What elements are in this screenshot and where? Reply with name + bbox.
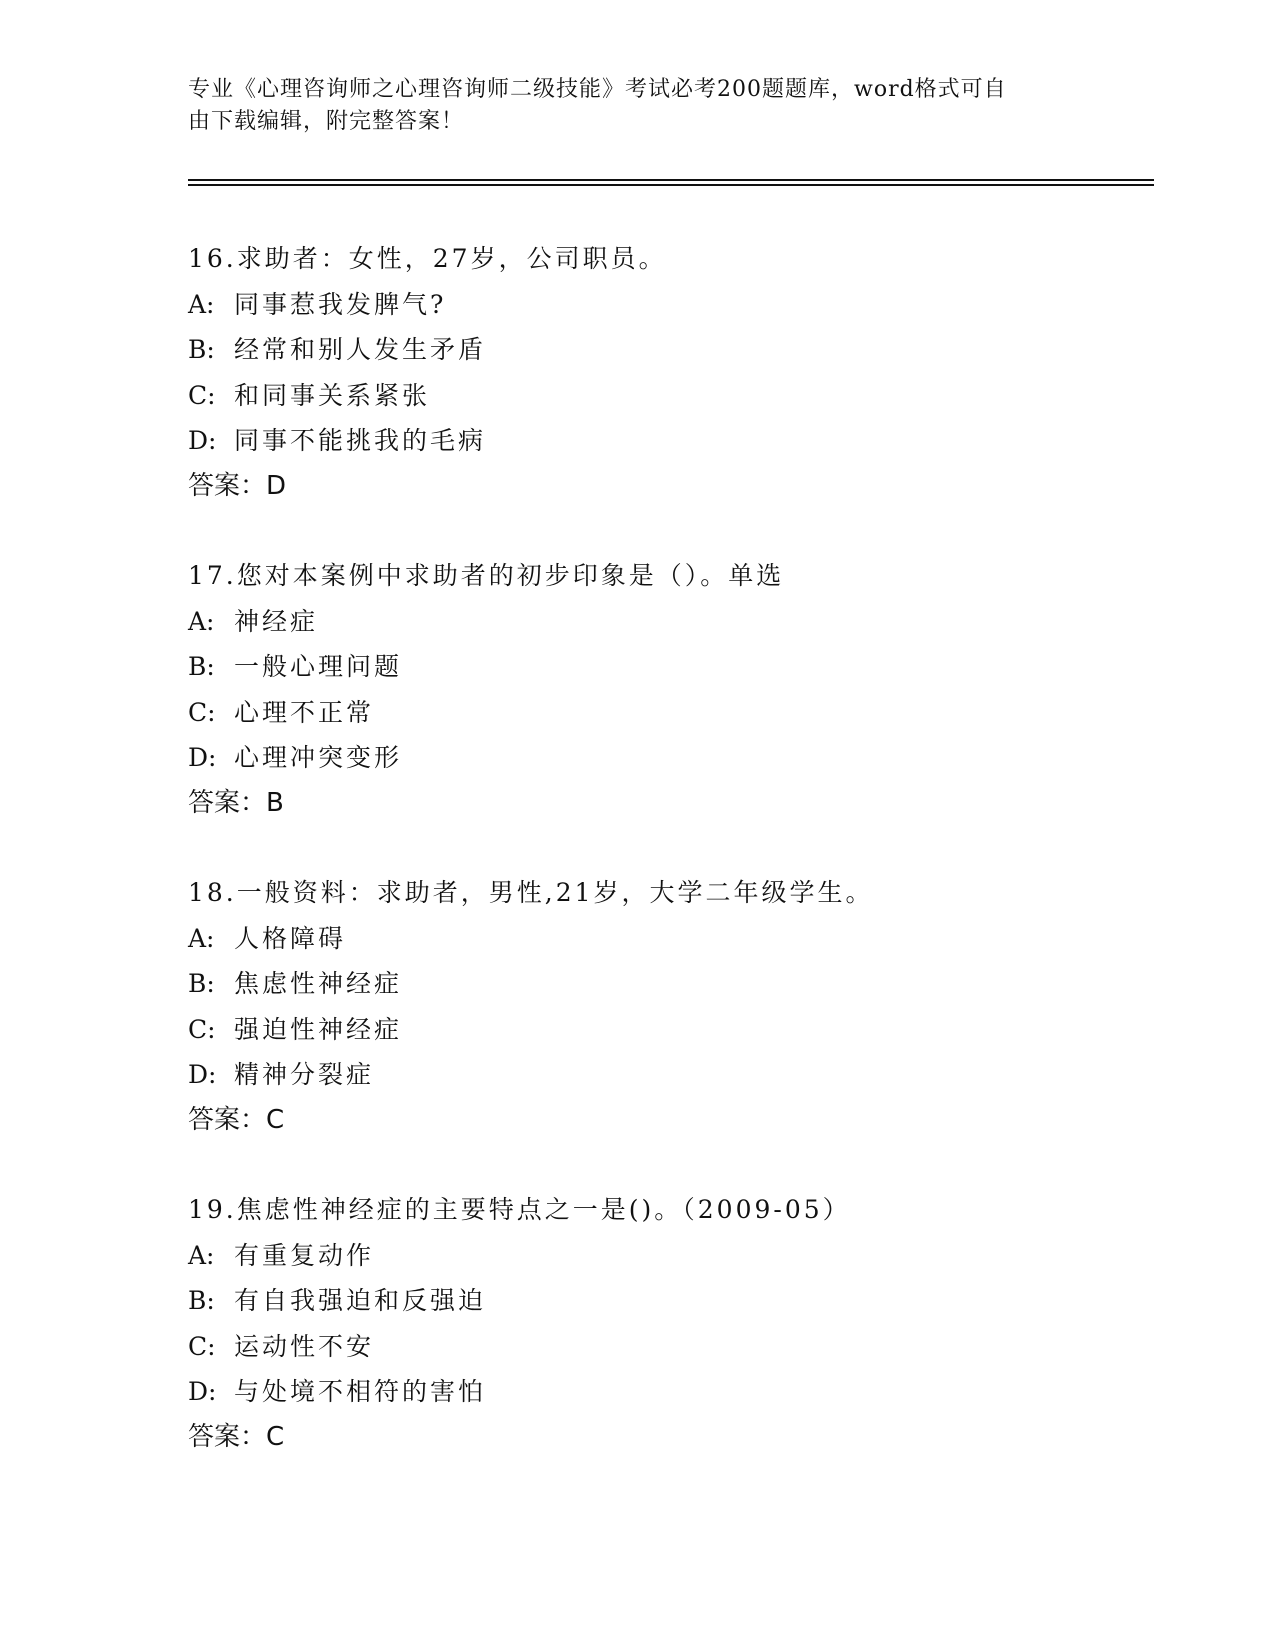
option-text: 心理不正常 <box>234 697 375 727</box>
option-letter: A: <box>188 923 215 953</box>
option-text: 有自我强迫和反强迫 <box>234 1286 487 1315</box>
option-d <box>188 1369 1168 1415</box>
option-letter: C: <box>188 1014 216 1044</box>
option-letter: B: <box>188 969 215 998</box>
option-text: 神经症 <box>234 606 319 636</box>
question-16 <box>188 236 1168 509</box>
option-b <box>188 961 1168 1007</box>
question-17 <box>188 553 1168 826</box>
option-letter: C: <box>188 697 216 727</box>
option-text: 人格障碍 <box>234 923 347 953</box>
option-text: 一般心理问题 <box>234 652 403 681</box>
option-b <box>188 644 1168 690</box>
option-letter: D: <box>188 426 217 455</box>
option-letter: A: <box>188 1240 215 1270</box>
option-text: 运动性不安 <box>234 1331 375 1361</box>
option-text: 经常和别人发生矛盾 <box>234 335 487 364</box>
header-line-2: 由下载编辑，附完整答案！ <box>188 109 465 134</box>
option-a <box>188 599 1168 645</box>
question-text: 17.您对本案例中求助者的初步印象是（）。单选 <box>188 561 785 590</box>
option-text: 同事惹我发脾气? <box>234 289 447 319</box>
question-list <box>188 236 1168 1504</box>
answer-line: 答案：C <box>188 1421 285 1452</box>
option-text: 强迫性神经症 <box>234 1014 403 1044</box>
option-text: 精神分裂症 <box>234 1060 375 1089</box>
header-line-1: 专业《心理咨询师之心理咨询师二级技能》考试必考200题题库，word格式可自 <box>188 77 1007 102</box>
option-c <box>188 1007 1168 1053</box>
option-letter: D: <box>188 1060 217 1089</box>
option-text: 焦虑性神经症 <box>234 969 403 998</box>
option-letter: B: <box>188 335 215 364</box>
question-text: 16.求助者：女性，27岁，公司职员。 <box>188 244 667 273</box>
question-text: 19.焦虑性神经症的主要特点之一是()。（2009-05） <box>188 1195 851 1224</box>
option-letter: C: <box>188 1331 216 1361</box>
option-a <box>188 282 1168 328</box>
option-text: 同事不能挑我的毛病 <box>234 426 487 455</box>
option-d <box>188 735 1168 781</box>
option-text: 有重复动作 <box>234 1240 375 1270</box>
option-b <box>188 327 1168 373</box>
answer-line: 答案：B <box>188 787 284 818</box>
option-b <box>188 1278 1168 1324</box>
option-a <box>188 916 1168 962</box>
header-divider-top <box>188 179 1154 181</box>
option-letter: D: <box>188 1377 217 1406</box>
option-d <box>188 1052 1168 1098</box>
option-a <box>188 1233 1168 1279</box>
question-18 <box>188 870 1168 1143</box>
option-text: 心理冲突变形 <box>234 743 403 772</box>
option-letter: D: <box>188 743 217 772</box>
answer-line: 答案：C <box>188 1104 285 1135</box>
option-text: 和同事关系紧张 <box>234 380 431 410</box>
document-header <box>188 74 1068 138</box>
option-letter: B: <box>188 1286 215 1315</box>
option-text: 与处境不相符的害怕 <box>234 1377 487 1406</box>
answer-line: 答案：D <box>188 470 287 501</box>
option-c <box>188 373 1168 419</box>
option-letter: A: <box>188 606 215 636</box>
option-d <box>188 418 1168 464</box>
header-divider-bottom <box>188 184 1154 186</box>
question-text: 18.一般资料：求助者，男性,21岁，大学二年级学生。 <box>188 878 874 907</box>
option-c <box>188 1324 1168 1370</box>
option-letter: B: <box>188 652 215 681</box>
question-19 <box>188 1187 1168 1460</box>
option-c <box>188 690 1168 736</box>
option-letter: A: <box>188 289 215 319</box>
option-letter: C: <box>188 380 216 410</box>
